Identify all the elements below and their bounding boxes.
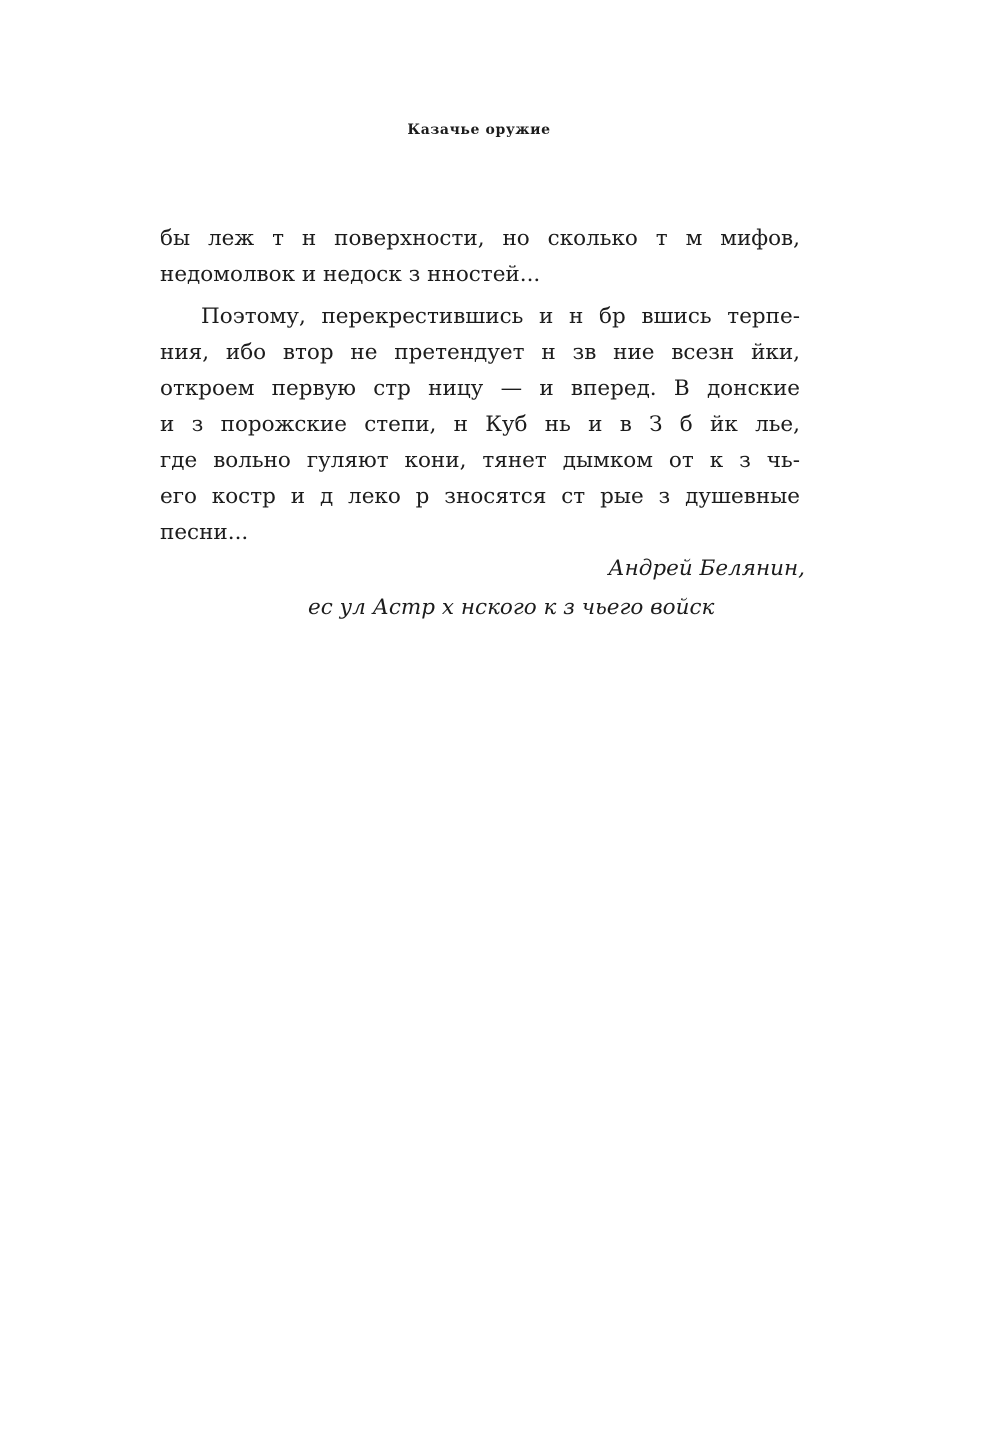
running-header: Казачье оружие: [407, 122, 551, 138]
author-title: ес ул Астр х нского к з чьего войск: [308, 595, 715, 620]
text-line-3: Поэтому, перекрестившись и н бр вшись терпе-: [201, 304, 800, 329]
text-line-6: и з порожские степи, н Куб нь и в З б йк лье,: [160, 412, 800, 437]
text-line-5: откроем первую стр ницу — и вперед. В донские: [160, 376, 800, 401]
text-line-4: ния, ибо втор не претендует н зв ние всезн йки,: [160, 340, 800, 365]
text-line-1: бы леж т н поверхности, но сколько т м мифов,: [160, 226, 800, 251]
text-line-9: песни...: [160, 520, 249, 545]
text-line-7: где вольно гуляют кони, тянет дымком от к з чь-: [160, 448, 800, 473]
author-name: Андрей Белянин,: [608, 556, 805, 581]
text-line-2: недомолвок и недоск з нностей...: [160, 262, 541, 287]
text-line-8: его костр и д леко р зносятся ст рые з душевные: [160, 484, 800, 509]
